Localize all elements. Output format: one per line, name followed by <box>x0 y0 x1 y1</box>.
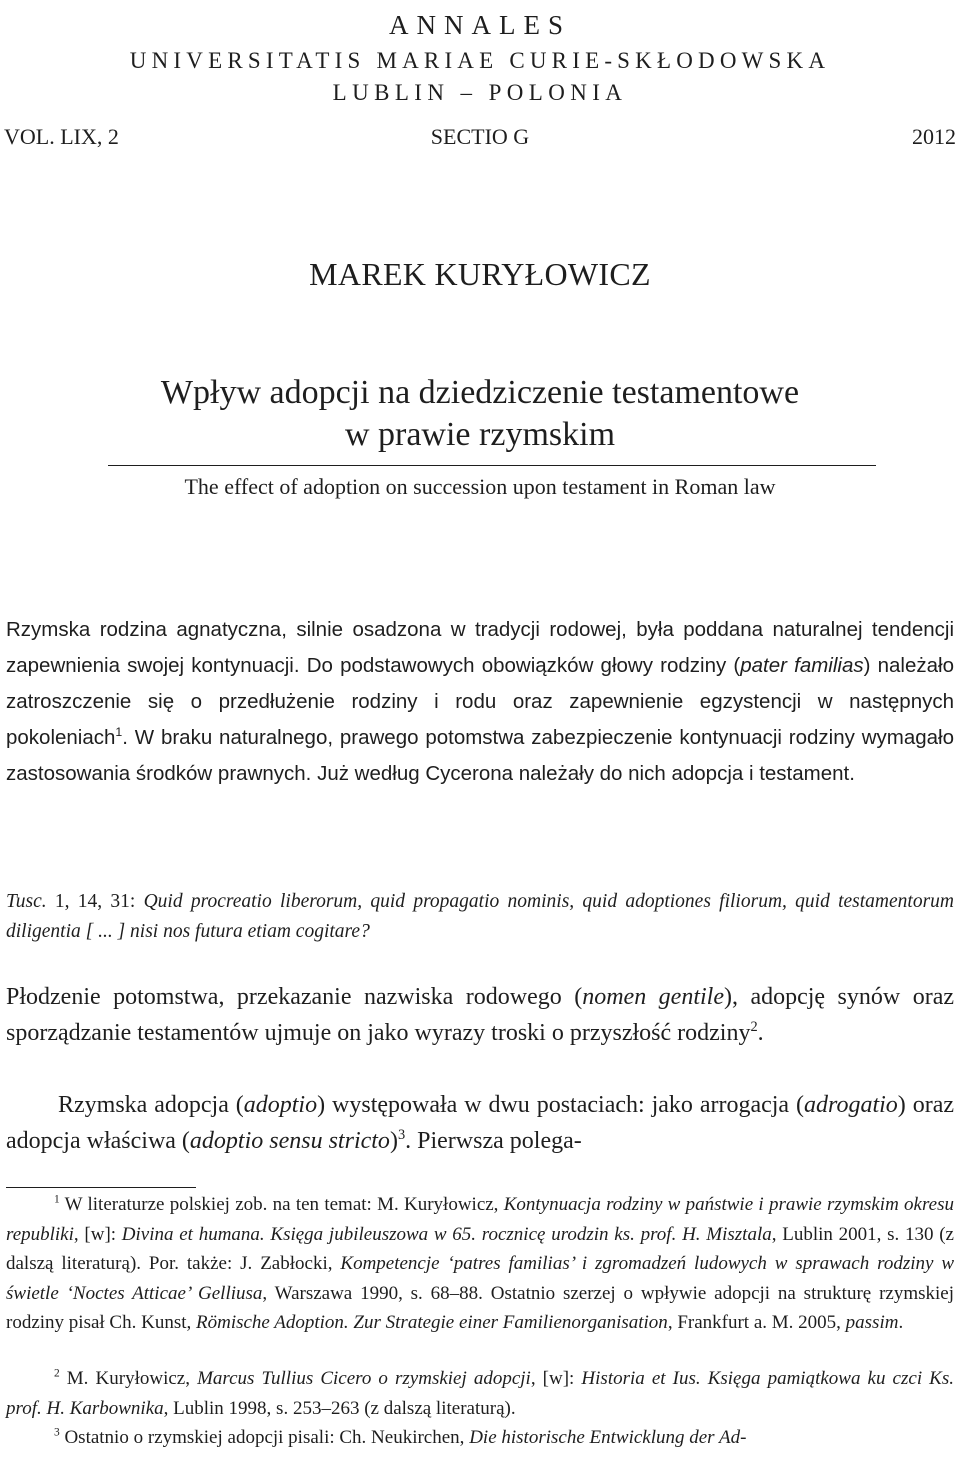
body-italic-term: adrogatio <box>804 1092 898 1118</box>
footnote-ref-3[interactable]: 3 <box>397 1127 406 1143</box>
body-text: ), adopcję synów oraz sporządzanie testamentów ujmuje on jako wyrazy troski o przyszłość rodziny <box>6 984 955 1046</box>
journal-university: UNIVERSITATIS MARIAE CURIE-SKŁODOWSKA <box>129 48 831 73</box>
footnote-text: W literaturze polskiej zob. na ten temat: M. Kuryłowicz, <box>59 1194 504 1215</box>
footnote-1 <box>6 1190 954 1338</box>
journal-city: LUBLIN – POLONIA <box>332 80 628 105</box>
body-paragraph-1 <box>6 979 954 1051</box>
abstract-paragraph <box>6 612 954 792</box>
quote-reference: 1, 14, 31: <box>46 891 144 912</box>
footnote-3 <box>6 1423 954 1453</box>
article-title-line-2: w prawie rzymskim <box>344 416 616 453</box>
footnote-ref-1[interactable]: 1 <box>115 725 123 740</box>
footnote-number: 3 <box>54 1426 60 1439</box>
journal-name: ANNALES <box>389 10 571 40</box>
footnote-title: Historia et Ius. Księga pamiątkowa ku czci Ks. prof. H. Karbownika <box>6 1368 955 1419</box>
footnote-title: Die historische Entwicklung der Ad- <box>469 1427 747 1448</box>
body-paragraph-2 <box>6 1087 954 1159</box>
body-text: ) <box>389 1128 398 1154</box>
abstract-text: Rzymska rodzina agnatyczna, silnie osadzona w tradycji rodowej, była poddana naturalnej tendencji zapewnienia swojej kontynuacji. Do podstawowych obowiązków głowy rodziny ( <box>6 618 954 677</box>
footnote-text: , Lublin 2001, s. 130 (z dalszą literaturą). Por. także: J. Zabłocki, <box>6 1223 954 1274</box>
article-author: MAREK KURYŁOWICZ <box>309 256 651 292</box>
footnote-text: , Warszawa 1990, s. 68–88. Ostatnio szerzej o wpływie adopcji na strukturę rzymskiej rodziny pisał Ch. Kunst, <box>6 1282 954 1333</box>
footnote-number: 1 <box>54 1193 60 1206</box>
body-text: Rzymska adopcja ( <box>58 1092 244 1118</box>
footnote-title: Kompetencje ‘patres familias’ i zgromadzeń ludowych w sprawach rodziny w świetle ‘Noctes Atticae’ Gelliusa <box>6 1253 954 1304</box>
body-italic-term: nomen gentile <box>582 984 724 1010</box>
body-italic-term: adoptio <box>243 1092 318 1118</box>
volume-row <box>4 124 956 154</box>
footnote-title: Kontynuacja rodziny w państwie i prawie rzymskim okresu republiki <box>6 1194 955 1245</box>
footnote-text: , [w]: <box>73 1223 122 1245</box>
journal-section: SECTIO G <box>430 124 530 149</box>
footnote-text: , Frankfurt a. M. 2005, <box>667 1312 846 1333</box>
abstract-text: . W braku naturalnego, prawego potomstwa zabezpieczenie kontynuacji rodziny wymagało zastosowania środków prawnych. Już według Cycerona należały do nich adopcja i testament. <box>6 726 954 785</box>
footnote-title: Marcus Tullius Cicero o rzymskiej adopcji <box>197 1368 531 1389</box>
footnote-text: M. Kuryłowicz, <box>59 1368 198 1389</box>
abstract-italic-term: pater familias <box>740 654 864 677</box>
footnote-text: , [w]: <box>530 1368 582 1389</box>
title-divider <box>108 465 876 466</box>
footnote-ref-2[interactable]: 2 <box>750 1019 758 1035</box>
body-text: ) występowała w dwu postaciach: jako arrogacja ( <box>317 1092 804 1118</box>
body-text: . <box>757 1020 764 1046</box>
footnote-number: 2 <box>54 1367 60 1380</box>
footnote-title: Divina et humana. Księga jubileuszowa w 65. rocznicę urodzin ks. prof. H. Misztala <box>121 1223 772 1245</box>
quote-latin-text: Quid procreatio liberorum, quid propagatio nominis, quid adoptiones filiorum, quid testamentorum diligentia [ ... ] nisi nos futura etiam cogitare? <box>6 891 954 942</box>
quote-source: Tusc. <box>6 891 47 912</box>
footnote-text: , Lublin 1998, s. 253–263 (z dalszą literaturą). <box>163 1397 516 1419</box>
abstract-text: ) należało zatroszczenie się o przedłużenie rodziny i rodu oraz zapewnienie egzystencji w następnych pokoleniach <box>6 654 954 749</box>
footnote-italic-term: passim <box>845 1312 899 1333</box>
body-text: ) oraz adopcja właściwa ( <box>6 1092 954 1154</box>
article-subtitle-english: The effect of adoption on succession upon testament in Roman law <box>184 474 776 499</box>
volume-number: VOL. LIX, 2 <box>4 124 119 149</box>
footnote-title: Römische Adoption. Zur Strategie einer Familienorganisation <box>196 1312 668 1333</box>
publication-year: 2012 <box>912 124 956 149</box>
footnote-2 <box>6 1364 954 1423</box>
body-text: . Pierwsza polega- <box>405 1128 582 1154</box>
body-italic-term: adoptio sensu stricto <box>189 1128 390 1154</box>
article-title-line-1: Wpływ adopcji na dziedziczenie testamentowe <box>160 374 800 411</box>
body-text: Płodzenie potomstwa, przekazanie nazwiska rodowego ( <box>6 984 583 1010</box>
footnote-text: Ostatnio o rzymskiej adopcji pisali: Ch. Neukirchen, <box>59 1427 470 1448</box>
cicero-quotation <box>6 887 954 947</box>
footnote-text: . <box>898 1312 904 1333</box>
footnote-divider <box>6 1187 196 1188</box>
